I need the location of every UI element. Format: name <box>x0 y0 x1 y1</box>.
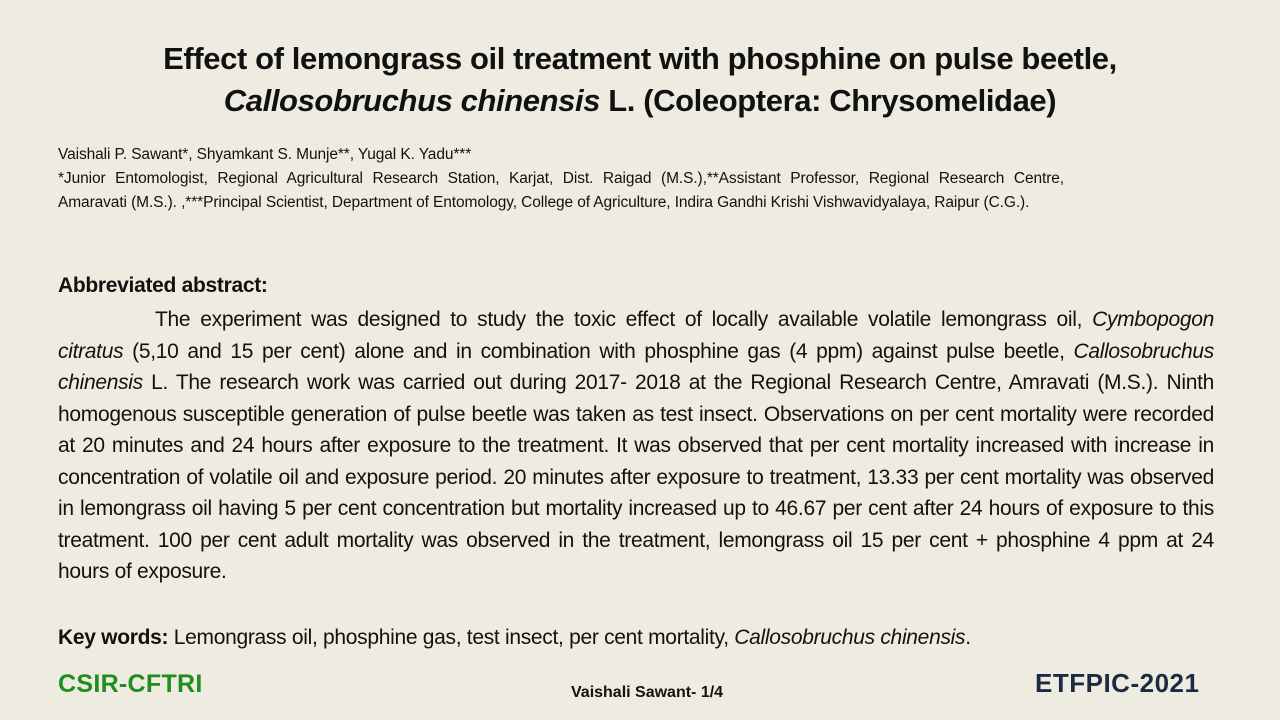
slide-title <box>60 38 1220 122</box>
keywords-label: Key words: <box>58 626 169 649</box>
title-line-1: Effect of lemongrass oil treatment with phosphine on pulse beetle, <box>163 41 1117 76</box>
keywords-species: Callosobruchus chinensis <box>734 626 966 649</box>
footer-org: CSIR-CFTRI <box>58 670 203 698</box>
author-names: Vaishali P. Sawant*, Shyamkant S. Munje**, Yugal K. Yadu*** <box>58 146 472 163</box>
abstract-species-1: Cymbopogon citratus <box>58 308 1214 363</box>
keywords <box>58 623 1214 653</box>
footer-event: ETFPIC-2021 <box>1035 668 1200 698</box>
keywords-end: . <box>965 626 971 649</box>
footer-page-label: Vaishali Sawant- 1/4 <box>571 684 724 701</box>
abstract-part-1: The experiment was designed to study the toxic effect of locally available volatile lemongrass oil, <box>155 308 1093 331</box>
abstract-part-2: (5,10 and 15 per cent) alone and in combination with phosphine gas (4 ppm) against pulse beetle, <box>123 339 1074 363</box>
abstract-heading: Abbreviated abstract: <box>58 274 268 297</box>
abstract-part-3: L. The research work was carried out during 2017- 2018 at the Regional Research Centre, Amravati (M.S.). Ninth homogenous susceptible generation of pulse beetle was taken as test insect. Observations on per cent mortality were recorded at 20 minutes and 24 hours after exposure to the treatment. It was observed that per cent mortality increased with increase in concentration of volatile oil and exposure period. 20 minutes after exposure to treatment, 13.33 per cent mortality was observed in lemongrass oil having 5 per cent concentration but mortality increased up to 46.67 per cent after 24 hours of exposure to this treatment. 100 per cent adult mortality was observed in the treatment, lemongrass oil 15 per cent + phosphine 4 ppm at 24 hours of exposure. <box>58 371 1214 583</box>
keywords-text: Lemongrass oil, phosphine gas, test insect, per cent mortality, <box>168 626 735 649</box>
abstract-species-2: Callosobruchus chinensis <box>58 339 1214 394</box>
abstract-body <box>58 304 1214 588</box>
author-affiliations: *Junior Entomologist, Regional Agricultural Research Station, Karjat, Dist. Raigad (M.S.),**Assistant Professor, Regional Research Centre, Amaravati (M.S.). ,***Principal Scientist, Department of Entomology, College of Agriculture, Indira Gandhi Krishi Vishwavidyalaya, Raipur (C.G.). <box>58 170 1064 211</box>
title-species: Callosobruchus chinensis <box>223 83 601 118</box>
author-block <box>58 143 1064 215</box>
title-line-2-rest: L. (Coleoptera: Chrysomelidae) <box>600 83 1057 118</box>
title-line-2 <box>60 80 1220 122</box>
